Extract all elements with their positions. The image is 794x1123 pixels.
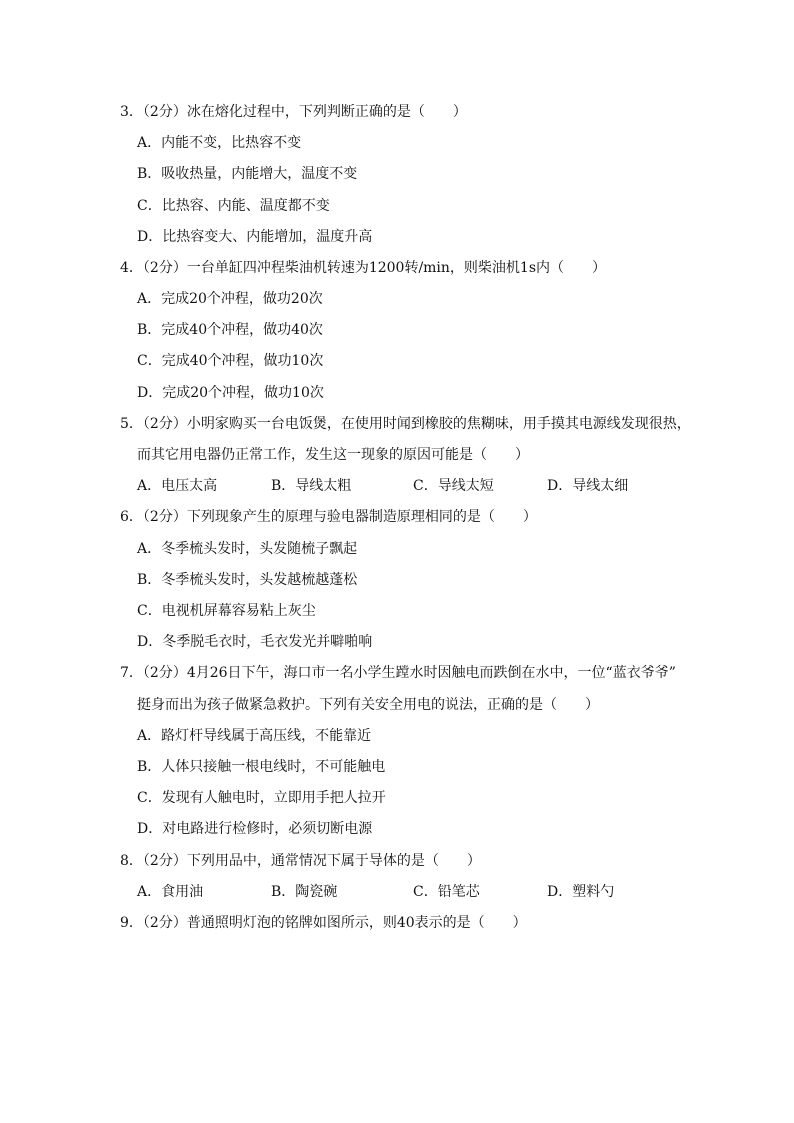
question-5-options-row	[0, 477, 794, 495]
question-7-stem-continued: 挺身而出为孩子做紧急救护。下列有关安全用电的说法，正确的是（ ）	[137, 697, 599, 713]
question-6-option-d: D．冬季脱毛衣时，毛衣发光并噼啪响	[137, 634, 373, 650]
question-6-stem: 6．（2分）下列现象产生的原理与验电器制造原理相同的是（ ）	[120, 509, 537, 525]
question-6-option-a: A．冬季梳头发时，头发随梳子飘起	[137, 541, 358, 557]
question-3-option-c: C．比热容、内能、温度都不变	[137, 198, 330, 214]
question-4-option-d: D．完成20个冲程，做功10次	[137, 385, 324, 401]
question-5-option-b: B．导线太粗	[271, 478, 352, 494]
question-8-options-row	[0, 883, 794, 901]
question-8-option-a: A．食用油	[137, 884, 204, 900]
question-5-stem-continued: 而其它用电器仍正常工作，发生这一现象的原因可能是（ ）	[137, 447, 529, 463]
question-5-option-d: D．导线太细	[547, 478, 629, 494]
question-3-option-a: A．内能不变，比热容不变	[137, 135, 302, 151]
question-5-option-c: C．导线太短	[413, 478, 494, 494]
question-7-option-a: A．路灯杆导线属于高压线，不能靠近	[137, 728, 372, 744]
question-5-stem: 5．（2分）小明家购买一台电饭煲，在使用时闻到橡胶的焦糊味，用手摸其电源线发现很热，	[120, 416, 691, 432]
question-6-option-c: C．电视机屏幕容易粘上灰尘	[137, 603, 316, 619]
question-3-option-d: D．比热容变大、内能增加，温度升高	[137, 229, 373, 245]
question-4-option-c: C．完成40个冲程，做功10次	[137, 353, 324, 369]
question-8-option-d: D．塑料勺	[547, 884, 615, 900]
question-6-option-b: B．冬季梳头发时，头发越梳越蓬松	[137, 572, 358, 588]
question-4-stem: 4．（2分）一台单缸四冲程柴油机转速为1200转/min，则柴油机1s内（ ）	[120, 260, 607, 276]
question-8-stem: 8．（2分）下列用品中，通常情况下属于导体的是（ ）	[120, 853, 481, 869]
question-7-option-b: B．人体只接触一根电线时，不可能触电	[137, 759, 386, 775]
question-7-stem: 7．（2分）4月26日下午，海口市一名小学生蹚水时因触电而跌倒在水中，一位“蓝衣爷爷”	[120, 665, 676, 681]
question-4-option-b: B．完成40个冲程，做功40次	[137, 322, 323, 338]
question-7-option-d: D．对电路进行检修时，必须切断电源	[137, 821, 373, 837]
question-7-option-c: C．发现有人触电时，立即用手把人拉开	[137, 790, 386, 806]
question-4-option-a: A．完成20个冲程，做功20次	[137, 291, 323, 307]
question-8-option-c: C．铅笔芯	[413, 884, 480, 900]
question-9-stem: 9．（2分）普通照明灯泡的铭牌如图所示，则40表示的是（ ）	[120, 915, 527, 931]
question-3-option-b: B．吸收热量，内能增大，温度不变	[137, 166, 358, 182]
question-3-stem: 3．（2分）冰在熔化过程中，下列判断正确的是（ ）	[120, 104, 467, 120]
question-5-option-a: A．电压太高	[137, 478, 218, 494]
question-8-option-b: B．陶瓷碗	[271, 884, 338, 900]
